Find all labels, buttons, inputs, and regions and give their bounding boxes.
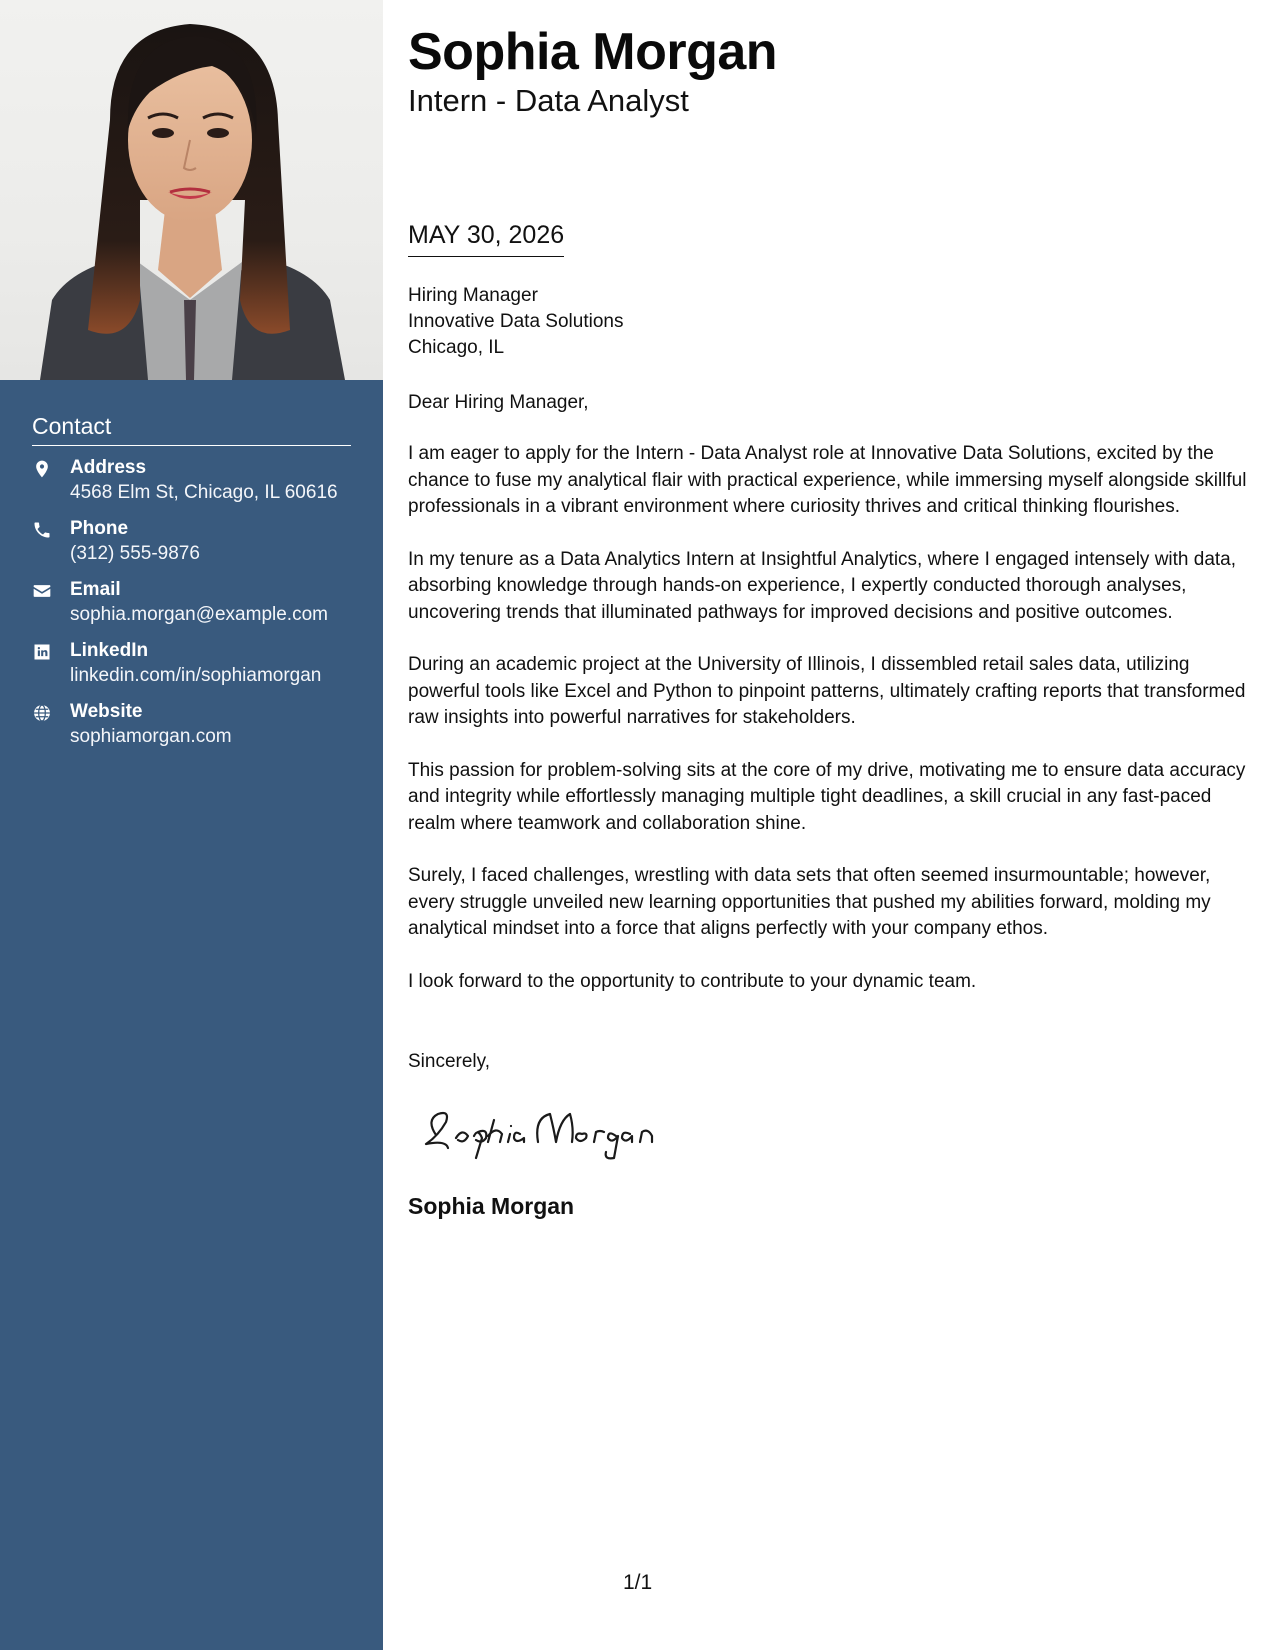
body-paragraph: During an academic project at the University of Illinois, I dissembled retail sales data, utilizing powerful tools like Excel and Python to pinpoint patterns, ultimately crafting reports that transformed raw insights into powerful narratives for stakeholders. [408,654,1246,728]
body-paragraph: I am eager to apply for the Intern - Data Analyst role at Innovative Data Solutions, excited by the chance to fuse my analytical flair with practical experience, while immersing myself alongside skillful professionals in a vibrant environment where curiosity thrives and critical thinking flourishes. [408,443,1247,517]
body-paragraph: I look forward to the opportunity to contribute to your dynamic team. [408,970,977,992]
linkedin-value[interactable]: linkedin.com/in/sophiamorgan [70,665,322,687]
linkedin-icon [32,639,70,662]
contact-label: LinkedIn [70,640,149,662]
contact-label: Website [70,701,143,723]
recipient-block [408,283,623,361]
contact-heading: Contact [32,414,351,446]
contact-label: Phone [70,518,129,540]
contact-label: Email [70,579,121,601]
location-pin-icon [32,456,70,479]
contact-item-email [32,578,351,627]
letter-date: MAY 30, 2026 [408,222,564,257]
contact-item-address [32,456,351,505]
sidebar [0,0,383,1650]
contact-item-website [32,700,351,749]
profile-photo [0,0,383,380]
phone-value[interactable]: (312) 555-9876 [70,543,200,565]
handwritten-signature [416,1100,676,1160]
recipient-line: Chicago, IL [408,337,505,358]
email-value[interactable]: sophia.morgan@example.com [70,604,328,626]
body-paragraph: This passion for problem-solving sits at the core of my drive, motivating me to ensure data accuracy and integrity while effortlessly managing multiple tight deadlines, a skill crucial in any fast-paced realm where teamwork and collaboration shine. [408,759,1246,834]
globe-icon [32,700,70,723]
recipient-line: Hiring Manager [408,285,538,306]
contact-item-phone [32,517,351,566]
body-paragraph: In my tenure as a Data Analytics Intern at Insightful Analytics, where I engaged intensely with data, absorbing knowledge through hands-on experience, I expertly conducted thorough analyses, uncovering trends that illuminated pathways for improved decisions and positive outcomes. [408,548,1237,623]
recipient-line: Innovative Data Solutions [408,311,624,332]
address-value: 4568 Elm St, Chicago, IL 60616 [70,482,338,504]
phone-icon [32,517,70,540]
contact-item-linkedin [32,639,351,688]
salutation: Dear Hiring Manager, [408,392,589,413]
portrait-image [0,0,383,380]
letter-body [408,441,1253,1021]
website-value[interactable]: sophiamorgan.com [70,726,232,748]
closing: Sincerely, [408,1051,491,1072]
page-number: 1/1 [623,1571,653,1594]
envelope-icon [32,578,70,601]
applicant-name: Sophia Morgan [408,23,778,81]
contact-label: Address [70,457,147,479]
body-paragraph: Surely, I faced challenges, wrestling with data sets that often seemed insurmountable; however, every struggle unveiled new learning opportunities that pushed my abilities forward, molding my analytical mindset into a force that aligns perfectly with your company ethos. [408,865,1211,939]
signer-name: Sophia Morgan [408,1193,575,1219]
contact-section [32,414,351,761]
applicant-title: Intern - Data Analyst [408,83,689,118]
